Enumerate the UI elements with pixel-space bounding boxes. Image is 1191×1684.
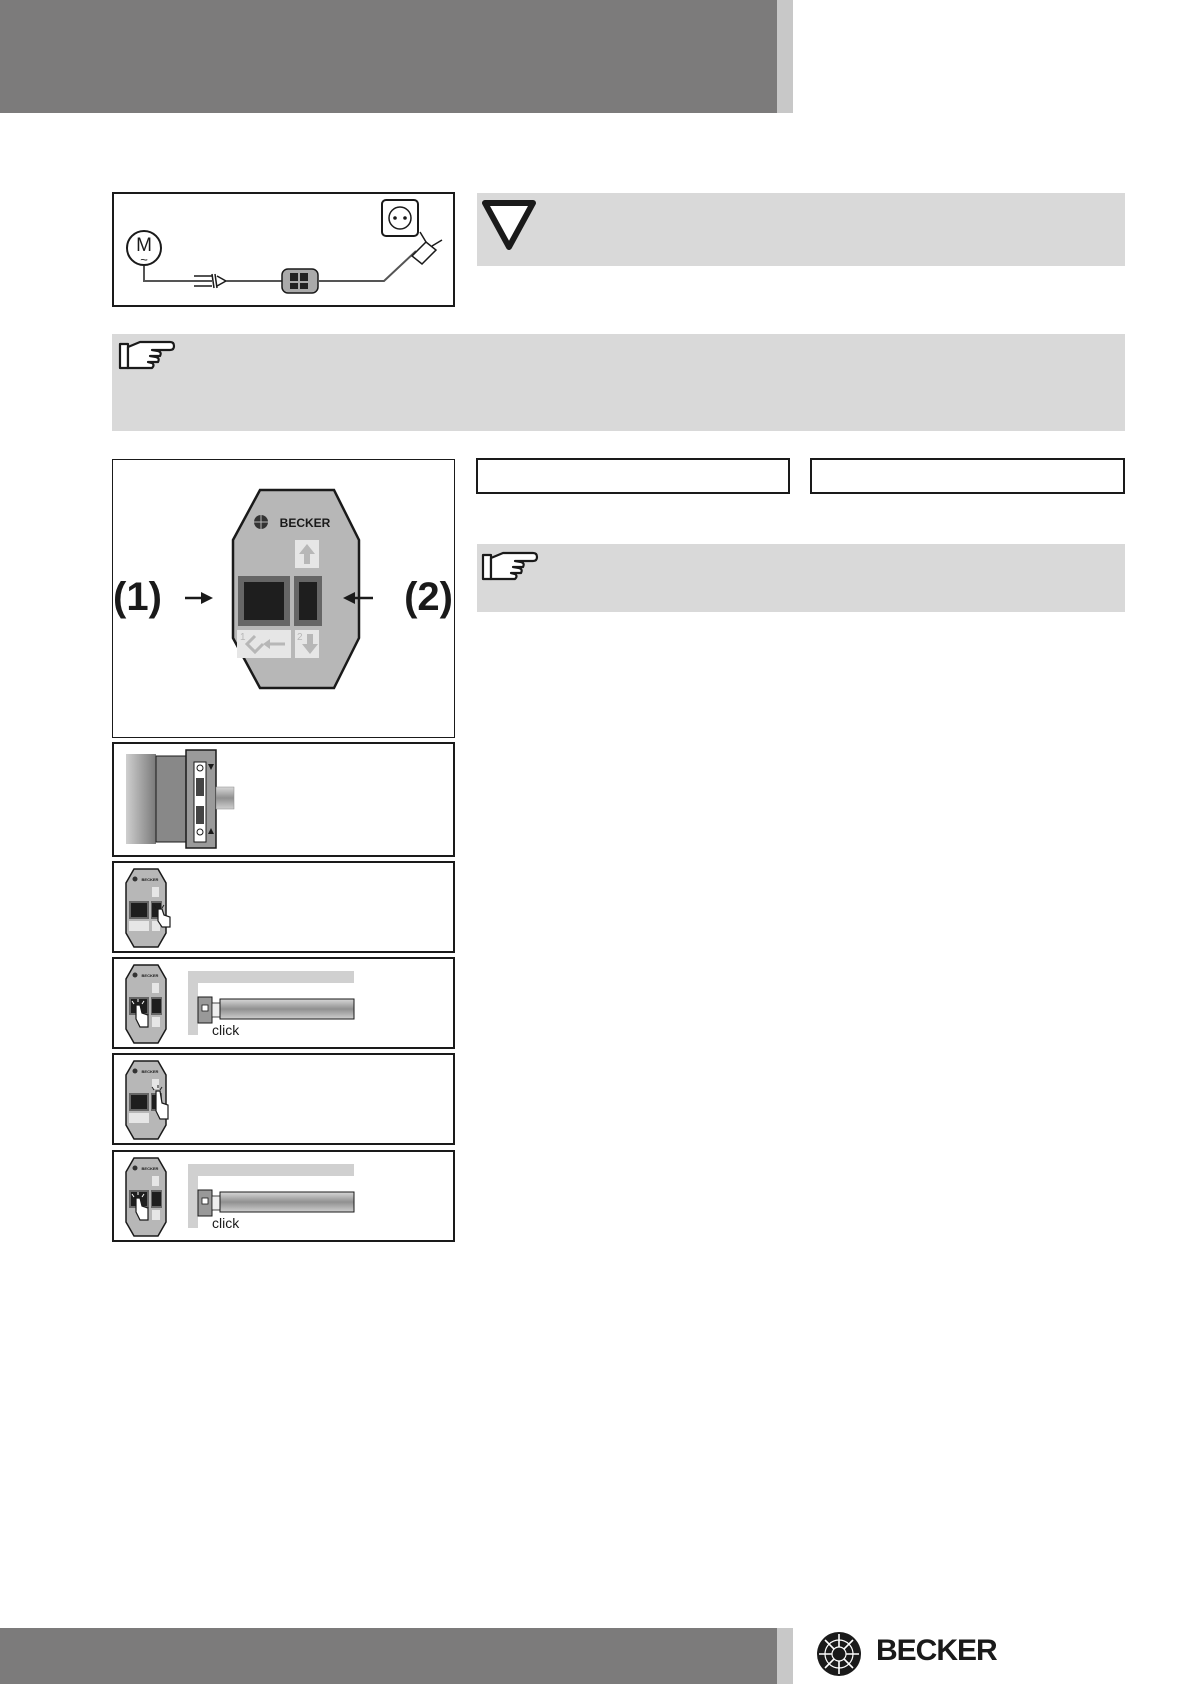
- roller-tube: [220, 1192, 354, 1212]
- motor-symbol: M: [136, 235, 152, 256]
- button-1: [244, 582, 284, 620]
- step-4-figure: [112, 1150, 455, 1242]
- becker-logo-icon: [815, 1630, 863, 1678]
- motor-head-figure: [112, 742, 455, 857]
- mini-brand: BECKER: [141, 1166, 159, 1171]
- button2-digit: 2: [297, 632, 303, 643]
- header-band: [0, 0, 777, 113]
- mini-brand: BECKER: [141, 973, 159, 978]
- roller-tube: [220, 999, 354, 1019]
- footer-brand: BECKER: [876, 1634, 997, 1667]
- step-3-figure: [112, 1053, 455, 1145]
- footer-band: [0, 1628, 777, 1684]
- roller-bracket: [188, 971, 354, 983]
- arrow-right-icon: [201, 592, 213, 604]
- switch-unit-small: [282, 269, 318, 293]
- footer-accent: [777, 1628, 793, 1684]
- motor-shaft: [216, 787, 234, 809]
- step-2-figure: [112, 957, 455, 1049]
- step-1-figure: [112, 861, 455, 953]
- pointing-hand-icon: [118, 338, 176, 374]
- arrow-up-icon: [295, 540, 319, 568]
- warning-notice: [477, 193, 1125, 266]
- motor-tilde: ~: [140, 252, 148, 267]
- wall-socket: [382, 200, 418, 236]
- button-2: [299, 582, 317, 620]
- becker-logo-icon: [254, 515, 268, 529]
- cable-connector: [194, 274, 226, 288]
- mini-brand: BECKER: [141, 877, 159, 882]
- step-2-caption: click: [212, 1022, 240, 1038]
- label-2: (2): [404, 575, 453, 619]
- switch-brand: BECKER: [279, 516, 331, 530]
- motor-housing: [126, 754, 156, 844]
- mini-brand: BECKER: [141, 1069, 159, 1074]
- step-4-caption: click: [212, 1215, 240, 1231]
- empty-box-left: [476, 458, 790, 494]
- switch-figure: [112, 459, 455, 738]
- pointing-hand-icon: [481, 549, 539, 585]
- empty-box-right: [810, 458, 1125, 494]
- button1-digit: 1: [240, 632, 246, 643]
- header-accent: [777, 0, 793, 113]
- roller-bracket: [188, 1164, 354, 1176]
- plug: [412, 232, 442, 264]
- hint-notice: [112, 334, 1125, 431]
- wiring-diagram: [112, 192, 455, 307]
- label-1: (1): [113, 575, 162, 619]
- warning-triangle-icon: [481, 199, 537, 251]
- hint-notice-small: [477, 544, 1125, 612]
